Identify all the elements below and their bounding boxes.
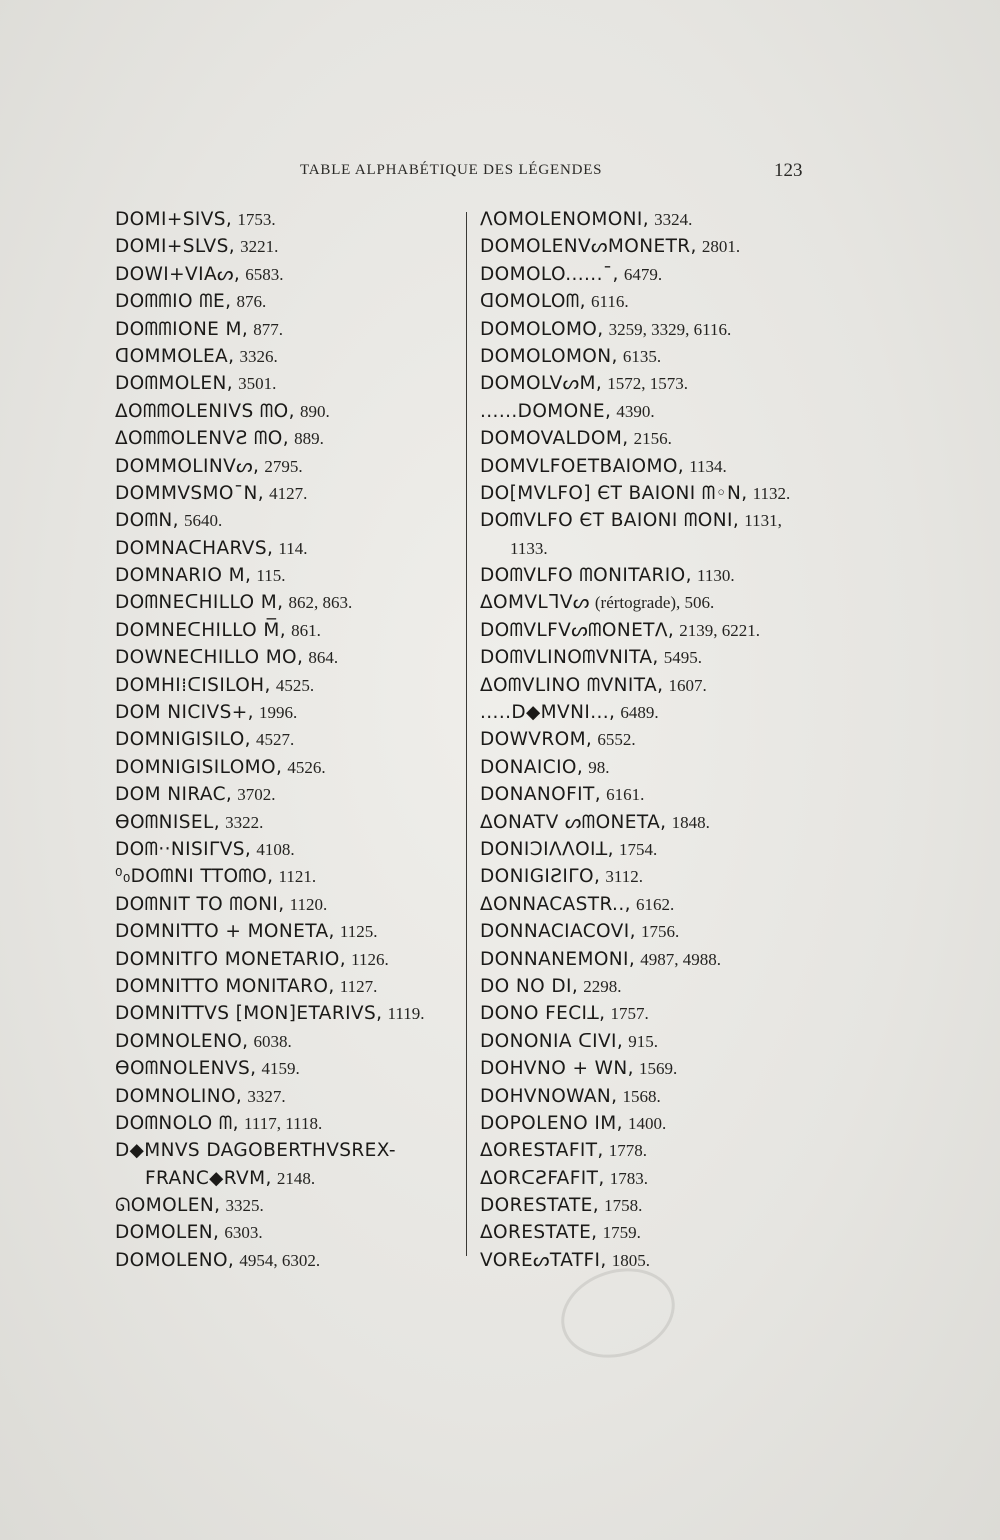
entry-reference: 1126.: [351, 949, 389, 969]
index-entry: [115, 535, 460, 562]
entry-reference: 4127.: [269, 483, 308, 503]
entry-legend: ......DOMONE,: [480, 400, 612, 422]
entry-reference: 1130.: [697, 566, 735, 586]
entry-reference: 3259, 3329, 6116.: [608, 319, 732, 339]
entry-legend: DOMOLOMON,: [480, 345, 618, 367]
index-entry: [115, 672, 460, 699]
entry-reference: 1568.: [622, 1086, 661, 1106]
index-entry: [115, 836, 460, 863]
entry-legend: DOMOLEN,: [115, 1222, 220, 1244]
entry-legend: DOᗰVLFO ЄT BAIONI ᗰONI,: [480, 510, 740, 532]
index-entry: [480, 288, 840, 315]
index-entry: [480, 672, 840, 699]
entry-reference: 1753.: [237, 210, 276, 229]
index-entry: [480, 370, 840, 397]
index-entry: [115, 480, 460, 507]
entry-legend: DOᗰN,: [115, 510, 179, 532]
index-entry: [115, 589, 460, 616]
entry-reference: 1132.: [752, 483, 791, 503]
entry-reference: 3702.: [237, 785, 276, 805]
entry-legend: DONAICIO,: [480, 756, 584, 778]
entry-legend: DOᗰMOLEN,: [115, 373, 234, 395]
entry-reference: 862, 863.: [288, 593, 353, 613]
entry-legend: VOREᔕTATFI,: [480, 1249, 607, 1271]
entry-reference: 3322.: [225, 812, 264, 832]
index-entry: [115, 1165, 460, 1192]
entry-legend: DOMNAᑕHARVS,: [115, 537, 274, 559]
entry-reference: 1759.: [602, 1223, 641, 1243]
index-entry: [480, 918, 840, 945]
index-entry: [115, 1137, 460, 1164]
entry-legend: DOᗰVLFVᔕᗰONETΛ,: [480, 619, 675, 641]
index-entry: [480, 781, 840, 808]
entry-legend: ΔOMVLᒣVᔕ: [480, 592, 590, 614]
entry-reference: 4954, 6302.: [239, 1250, 321, 1270]
index-entry: [115, 1028, 460, 1055]
index-entry: [115, 398, 460, 425]
entry-reference: 915.: [628, 1031, 659, 1051]
entry-legend: DONO FECIꓕ,: [480, 1003, 606, 1025]
entry-legend: FRANC◆RVM,: [145, 1167, 272, 1189]
entry-reference: 98.: [588, 757, 610, 777]
entry-reference: 890.: [299, 401, 330, 421]
entry-reference: 1131,: [744, 511, 782, 531]
entry-reference: 114.: [278, 538, 308, 558]
index-entry: [480, 206, 840, 233]
entry-legend: DOMOLOMO,: [480, 318, 604, 340]
entry-reference: 861.: [291, 620, 321, 640]
entry-reference: 6489.: [620, 703, 659, 723]
index-entry: [480, 233, 840, 260]
entry-reference: 1125.: [339, 922, 378, 942]
index-entry: [115, 946, 460, 973]
entry-reference: 1134.: [689, 456, 727, 476]
index-entry: [115, 507, 460, 534]
index-entry: [480, 1028, 840, 1055]
entry-reference: 5495.: [663, 648, 703, 668]
entry-reference: 877.: [253, 319, 284, 339]
entry-legend: DONONIA ᑕIVI,: [480, 1030, 624, 1052]
entry-legend: DOMI+SIVS,: [115, 209, 233, 230]
entry-legend: ΔOᗰᗰOLENVƧ ᗰO,: [115, 428, 290, 450]
index-entry: [480, 343, 840, 370]
entry-reference: 1758.: [604, 1196, 643, 1216]
index-entry: [480, 863, 840, 890]
entry-reference: 3327.: [247, 1086, 286, 1106]
running-title: TABLE ALPHABÉTIQUE DES LÉGENDES: [300, 162, 603, 178]
entry-legend: DOMNARIO M,: [115, 565, 252, 587]
index-entry: [480, 453, 840, 480]
entry-reference: 4108.: [256, 839, 295, 859]
entry-reference: 2801.: [701, 237, 741, 257]
entry-legend: ΔORᑕƧFAFIT,: [480, 1167, 605, 1189]
entry-legend: D◆MNVS DAGOBERTHVSREX-: [115, 1140, 396, 1162]
index-entry: [480, 1247, 840, 1274]
entry-legend: DOMNOLINO,: [115, 1085, 243, 1107]
entry-legend: DOᗰNOLO ᗰ,: [115, 1112, 239, 1134]
index-entry: [115, 781, 460, 808]
entry-legend: DO NO DI,: [480, 975, 579, 997]
entry-reference: 1117, 1118.: [244, 1113, 323, 1133]
entry-reference: 1607.: [668, 675, 707, 695]
entry-legend: DOMHI⁞ᑕISILOH,: [115, 674, 271, 696]
entry-reference: 1133.: [510, 538, 548, 558]
index-entry: [480, 316, 840, 343]
entry-reference: 3112.: [605, 867, 643, 887]
entry-legend: DOWI+VIAᔕ,: [115, 263, 241, 285]
entry-legend: DOMNOLENO,: [115, 1030, 249, 1052]
entry-reference: 6162.: [635, 894, 675, 914]
index-entry: [480, 398, 840, 425]
index-entry: [480, 836, 840, 863]
entry-legend: DONIGIƧIΓO,: [480, 866, 601, 888]
entry-legend: DOWVRОM,: [480, 729, 593, 751]
entry-reference: 1572, 1573.: [607, 374, 689, 394]
index-entry: [115, 1219, 460, 1246]
index-entry: [480, 1165, 840, 1192]
entry-reference: 864.: [308, 648, 339, 668]
entry-legend: DOM NIRAC,: [115, 784, 233, 806]
index-entry: [480, 973, 840, 1000]
index-entry: [115, 261, 460, 288]
column-divider: [466, 212, 467, 1256]
index-entry: [115, 644, 460, 671]
entry-reference: 3324.: [654, 210, 693, 229]
entry-legend: DOM NICIVS+,: [115, 702, 254, 724]
entry-reference: 6479.: [623, 264, 663, 284]
page-number: 123: [774, 160, 803, 181]
index-entry: [115, 562, 460, 589]
entry-reference: 4525.: [275, 675, 315, 695]
entry-legend: DOWNEᑕHILLO MO,: [115, 647, 304, 669]
index-entry: [480, 1083, 840, 1110]
entry-reference: 115.: [256, 566, 286, 586]
entry-legend: ΛOMOLENOMONI,: [480, 209, 650, 230]
entry-legend: DOᗰNEᑕHILLO M,: [115, 592, 284, 614]
index-entry: [480, 261, 840, 288]
entry-legend: DONNANEMONI,: [480, 948, 636, 970]
entry-legend: DOMOLENO,: [115, 1249, 235, 1271]
entry-legend: DONIↃIΛΛOIꓕ,: [480, 838, 614, 860]
entry-reference: 1778.: [608, 1141, 648, 1161]
entry-reference: 1400.: [628, 1113, 667, 1133]
entry-legend: ΔOᗰVLINO ᗰVNITA,: [480, 674, 664, 696]
index-entry: [480, 480, 840, 507]
entry-legend: DONNACIACOVI,: [480, 921, 636, 943]
entry-legend: DOHVNO + WN,: [480, 1058, 634, 1080]
entry-reference: 4159.: [261, 1059, 300, 1079]
entry-legend: DOᗰᗰIO ᗰE,: [115, 291, 232, 313]
entry-reference: 2139, 6221.: [679, 620, 761, 640]
entry-legend: DOMI+SLVS,: [115, 236, 236, 258]
index-entry: [115, 288, 460, 315]
entry-reference: 1121.: [278, 867, 317, 887]
entry-legend: DOMVLFOETBAIOMO,: [480, 455, 685, 477]
index-entry: [115, 1192, 460, 1219]
index-entry: [115, 918, 460, 945]
index-entry: [115, 1247, 460, 1274]
entry-reference: 2795.: [264, 456, 303, 476]
entry-legend: DOPOLENO IM,: [480, 1112, 623, 1134]
index-entry: [480, 1192, 840, 1219]
index-entry: [480, 754, 840, 781]
entry-reference: 3325.: [225, 1196, 264, 1216]
entry-legend: ΔONATV ᔕᗰONETA,: [480, 811, 667, 833]
index-entry: [115, 233, 460, 260]
entry-legend: DOMOLVᔕM,: [480, 373, 603, 395]
entry-legend: DOMNIGISILO,: [115, 729, 251, 751]
index-entry: [115, 699, 460, 726]
entry-reference: 1569.: [638, 1059, 678, 1079]
entry-legend: DOᗰNIT TO ᗰONI,: [115, 893, 285, 915]
index-entry: [480, 891, 840, 918]
entry-reference: 6116.: [591, 292, 629, 312]
index-entry: [480, 1110, 840, 1137]
index-entry: [115, 863, 460, 890]
index-entry: [480, 699, 840, 726]
entry-reference: 2156.: [633, 429, 672, 449]
index-entry: [115, 316, 460, 343]
entry-reference: 2148.: [276, 1168, 316, 1188]
entry-reference: 3221.: [240, 237, 279, 257]
entry-legend: ⁰₀DOᗰNI TTOᗰO,: [115, 866, 274, 888]
index-entry: [480, 617, 840, 644]
entry-legend: DOᗰVLFO ᗰONITARIO,: [480, 565, 692, 587]
entry-legend: DOMNEᑕHILLO M̅,: [115, 619, 287, 641]
index-entry: [115, 809, 460, 836]
entry-legend: .....D◆MVNI...,: [480, 702, 616, 724]
entry-reference: 6583.: [245, 264, 284, 284]
entry-reference: 1805.: [611, 1250, 651, 1270]
entry-legend: DOMMOLINVᔕ,: [115, 455, 260, 477]
index-entry: [115, 973, 460, 1000]
entry-legend: DOMOLENVᔕMONETR,: [480, 236, 697, 258]
index-entry: [115, 891, 460, 918]
index-entry: [115, 1083, 460, 1110]
entry-reference: 4987, 4988.: [640, 949, 722, 969]
entry-reference: 1120.: [289, 894, 328, 914]
entry-legend: ᗡOMMOLEA,: [115, 345, 235, 367]
entry-reference: 876.: [236, 292, 267, 312]
entry-reference: 6038.: [253, 1031, 292, 1051]
index-entry: [480, 425, 840, 452]
entry-legend: ᘏOMOLEN,: [115, 1195, 221, 1217]
entry-legend: DOMMVSMO¯N,: [115, 482, 265, 504]
entry-reference: 889.: [294, 429, 324, 449]
entry-legend: ƟOᗰNISEL,: [115, 811, 220, 833]
entry-legend: DO[MVLFO] ЄT BAIONI ᗰ◦N,: [480, 482, 748, 504]
entry-reference: 1119.: [387, 1004, 425, 1024]
entry-legend: DOᗰ··NISIΓVS,: [115, 838, 252, 860]
index-entry: [480, 726, 840, 753]
index-entry: [480, 1137, 840, 1164]
entry-legend: ƟOᗰNOLENVS,: [115, 1058, 257, 1080]
entry-reference: 3501.: [238, 374, 277, 394]
index-entry: [115, 370, 460, 397]
index-entry: [115, 617, 460, 644]
entry-reference: 1996.: [259, 703, 298, 723]
index-entry: [480, 946, 840, 973]
index-entry: [115, 1000, 460, 1027]
entry-reference: 1757.: [610, 1004, 649, 1024]
entry-reference: 1848.: [671, 812, 710, 832]
entry-reference: (rértograde), 506.: [594, 593, 715, 613]
entry-legend: DORESTATE,: [480, 1195, 600, 1217]
entry-reference: 5640.: [183, 511, 223, 531]
index-entry: [115, 425, 460, 452]
entry-reference: 6161.: [606, 785, 645, 805]
entry-reference: 3326.: [239, 346, 278, 366]
entry-legend: DOMNITTO MONITARO,: [115, 975, 335, 997]
index-entry: [115, 1110, 460, 1137]
entry-legend: DOHVNOWAN,: [480, 1085, 618, 1107]
entry-reference: 4390.: [616, 401, 655, 421]
entry-legend: DOMNIGISILOMO,: [115, 756, 283, 778]
entry-reference: 1754.: [618, 839, 658, 859]
entry-legend: DOMNITTO + MONETA,: [115, 921, 335, 943]
entry-legend: ΔORESTAFIT,: [480, 1140, 604, 1162]
index-entry: [115, 206, 460, 233]
index-entry: [480, 507, 840, 534]
entry-legend: DOᗰVLINOᗰVNITA,: [480, 647, 659, 669]
entry-reference: 1756.: [640, 922, 680, 942]
entry-legend: ΔORESTATE,: [480, 1222, 598, 1244]
entry-reference: 6135.: [622, 346, 662, 366]
entry-reference: 4527.: [256, 730, 295, 750]
entry-legend: ΔONNACASTR..,: [480, 893, 631, 915]
entry-legend: DONANOFIT,: [480, 784, 601, 806]
index-entry: [115, 453, 460, 480]
index-entry: [480, 1219, 840, 1246]
entry-legend: DOᗰᗰIONE M,: [115, 318, 249, 340]
index-entry: [115, 726, 460, 753]
entry-legend: DOMNITΓO MONETARIO,: [115, 948, 347, 970]
index-entry: [115, 1055, 460, 1082]
entry-legend: DOMNITTVS [MON]ETARIVS,: [115, 1003, 383, 1025]
entry-reference: 1783.: [609, 1168, 648, 1188]
entry-legend: DOMOLO......¯,: [480, 263, 619, 285]
index-entry: [480, 562, 840, 589]
entry-legend: DOMOVALDOM,: [480, 428, 629, 450]
index-entry: [480, 589, 840, 616]
entry-reference: 4526.: [287, 757, 326, 777]
index-entry: [115, 754, 460, 781]
entry-reference: 2298.: [583, 976, 622, 996]
index-entry: [480, 535, 840, 562]
left-column: [115, 206, 460, 1274]
entry-legend: ΔOᗰᗰOLENIVS ᗰO,: [115, 400, 295, 422]
entry-reference: 6303.: [224, 1223, 263, 1243]
right-column: [480, 206, 840, 1274]
index-entry: [480, 1000, 840, 1027]
entry-legend: ᗡOMOLOᗰ,: [480, 291, 586, 313]
entry-reference: 6552.: [597, 730, 636, 750]
index-entry: [480, 1055, 840, 1082]
index-entry: [480, 809, 840, 836]
entry-reference: 1127.: [339, 976, 378, 996]
index-entry: [115, 343, 460, 370]
index-entry: [480, 644, 840, 671]
